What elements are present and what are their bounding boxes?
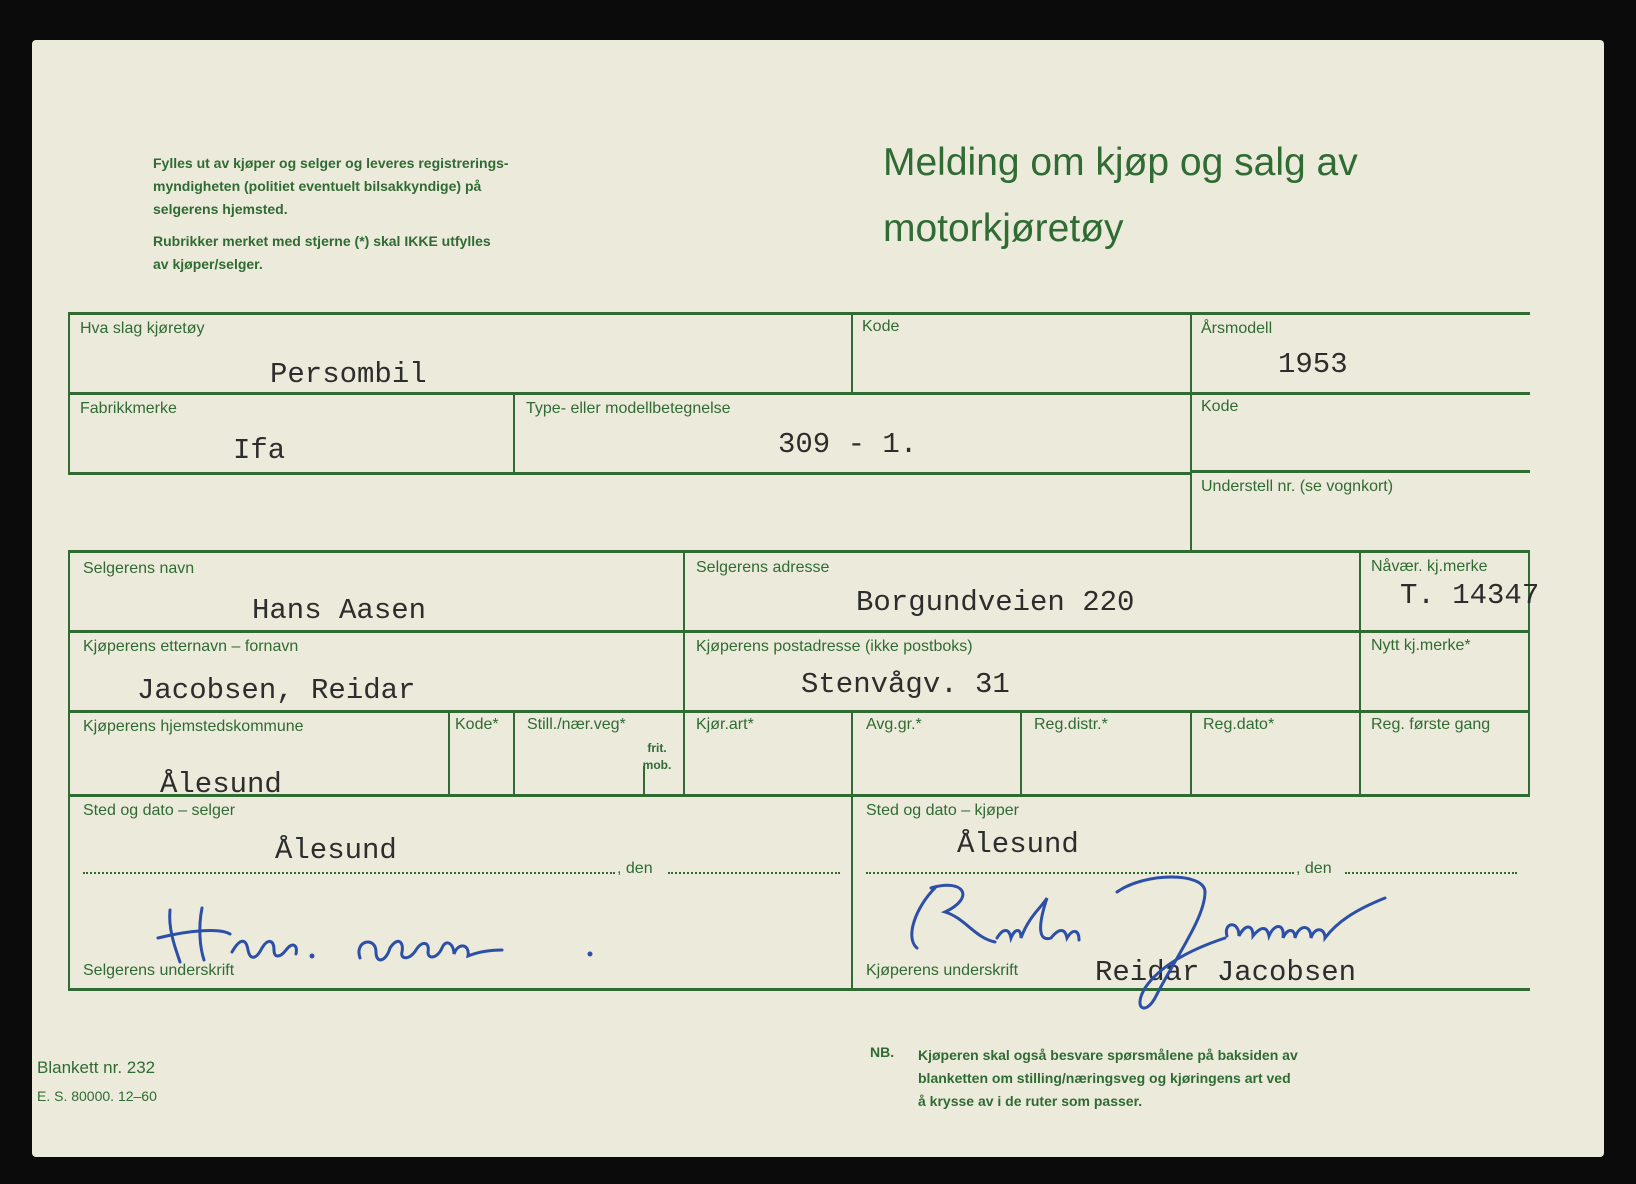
seller-signature bbox=[150, 900, 610, 970]
instructions-line: myndigheten (politiet eventuelt bilsakkyndige) på bbox=[153, 178, 482, 194]
rule bbox=[513, 392, 515, 474]
rule bbox=[1190, 710, 1192, 796]
rule bbox=[851, 710, 853, 990]
regdistr-label: Reg.distr.* bbox=[1034, 716, 1108, 733]
current-plate-label: Nåvær. kj.merke bbox=[1371, 558, 1488, 575]
rule bbox=[68, 630, 1530, 633]
chassis-label: Understell nr. (se vognkort) bbox=[1201, 478, 1394, 495]
rule bbox=[68, 312, 70, 475]
rule bbox=[68, 312, 1530, 315]
rule bbox=[68, 550, 70, 990]
buyer-name-value: Jacobsen, Reidar bbox=[137, 674, 416, 707]
nb-line: blanketten om stilling/næringsveg og kjøringens art ved bbox=[918, 1070, 1291, 1086]
seller-date-line bbox=[83, 872, 615, 874]
vehicle-type-label: Hva slag kjøretøy bbox=[80, 320, 205, 337]
vehicle-year-label: Årsmodell bbox=[1201, 320, 1273, 337]
nb-line: Kjøperen skal også besvare spørsmålene på baksiden av bbox=[918, 1047, 1298, 1063]
rule bbox=[68, 392, 1530, 395]
rule bbox=[513, 710, 515, 796]
vehicle-type-value: Persombil bbox=[270, 358, 427, 391]
rule bbox=[683, 550, 685, 796]
rule bbox=[68, 710, 1530, 713]
kjorart-label: Kjør.art* bbox=[696, 716, 754, 733]
print-code: E. S. 80000. 12–60 bbox=[37, 1088, 157, 1104]
title-line: motorkjøretøy bbox=[883, 207, 1124, 250]
rule bbox=[1190, 312, 1192, 550]
vehicle-make-label: Fabrikkmerke bbox=[80, 400, 177, 417]
buyer-postal-label: Kjøperens postadresse (ikke postboks) bbox=[696, 638, 973, 655]
rule bbox=[1359, 550, 1361, 796]
instructions-line: Fylles ut av kjøper og selger og leveres registrerings- bbox=[153, 155, 509, 171]
buyer-name-typed: Reidar Jacobsen bbox=[1095, 956, 1357, 989]
avggr-label: Avg.gr.* bbox=[866, 716, 922, 733]
instructions-line: Rubrikker merket med stjerne (*) skal IKKE utfylles bbox=[153, 233, 491, 249]
vehicle-kode-label: Kode bbox=[862, 318, 900, 335]
still-label: Still./nær.veg* bbox=[527, 716, 626, 733]
rule bbox=[68, 550, 1530, 553]
nb-label: NB. bbox=[870, 1044, 895, 1060]
instructions-line: av kjøper/selger. bbox=[153, 256, 263, 272]
nb-line: å krysse av i de ruter som passer. bbox=[918, 1093, 1143, 1109]
mob-label: mob. bbox=[642, 758, 672, 772]
buyer-name-label: Kjøperens etternavn – fornavn bbox=[83, 638, 299, 655]
rule bbox=[448, 710, 450, 796]
vehicle-year-value: 1953 bbox=[1278, 348, 1348, 381]
title-line: Melding om kjøp og salg av bbox=[883, 141, 1358, 184]
seller-address-value: Borgundveien 220 bbox=[856, 586, 1135, 619]
buyer-den-label: , den bbox=[1296, 860, 1332, 877]
seller-date-line bbox=[668, 872, 840, 874]
buyer-signature bbox=[905, 868, 1415, 1018]
regdato-label: Reg.dato* bbox=[1203, 716, 1275, 733]
vehicle-make-value: Ifa bbox=[233, 434, 286, 467]
current-plate-value: T. 14347 bbox=[1400, 579, 1540, 612]
seller-place-label: Sted og dato – selger bbox=[83, 802, 236, 819]
rule bbox=[1190, 470, 1530, 473]
regforste-label: Reg. første gang bbox=[1371, 716, 1491, 733]
nb-note bbox=[918, 1044, 1418, 1113]
seller-name-label: Selgerens navn bbox=[83, 560, 195, 577]
seller-address-label: Selgerens adresse bbox=[696, 559, 830, 576]
kode-label: Kode* bbox=[455, 716, 499, 733]
seller-name-value: Hans Aasen bbox=[252, 594, 427, 627]
buyer-place-value: Ålesund bbox=[957, 828, 1079, 861]
vehicle-model-label: Type- eller modellbetegnelse bbox=[526, 400, 731, 417]
rule bbox=[1020, 710, 1022, 796]
vehicle-kode2-label: Kode bbox=[1201, 398, 1239, 415]
instructions-line: selgerens hjemsted. bbox=[153, 201, 288, 217]
buyer-sig-label: Kjøperens underskrift bbox=[866, 962, 1019, 979]
instructions-text bbox=[153, 152, 613, 276]
seller-sig-label: Selgerens underskrift bbox=[83, 962, 235, 979]
frit-label: frit. bbox=[647, 741, 667, 755]
buyer-postal-value: Stenvågv. 31 bbox=[801, 668, 1010, 701]
vehicle-model-value: 309 - 1. bbox=[778, 428, 918, 461]
new-plate-label: Nytt kj.merke* bbox=[1371, 637, 1471, 654]
frit-mob-label bbox=[638, 740, 676, 774]
municipality-label: Kjøperens hjemstedskommune bbox=[83, 718, 304, 735]
rule bbox=[68, 794, 1530, 797]
form-number: Blankett nr. 232 bbox=[37, 1058, 156, 1077]
form-title bbox=[883, 130, 1443, 262]
seller-place-value: Ålesund bbox=[275, 834, 397, 867]
rule bbox=[851, 312, 853, 394]
municipality-value: Ålesund bbox=[160, 768, 282, 801]
seller-den-label: , den bbox=[617, 860, 653, 877]
rule bbox=[68, 472, 1190, 475]
buyer-place-label: Sted og dato – kjøper bbox=[866, 802, 1019, 819]
